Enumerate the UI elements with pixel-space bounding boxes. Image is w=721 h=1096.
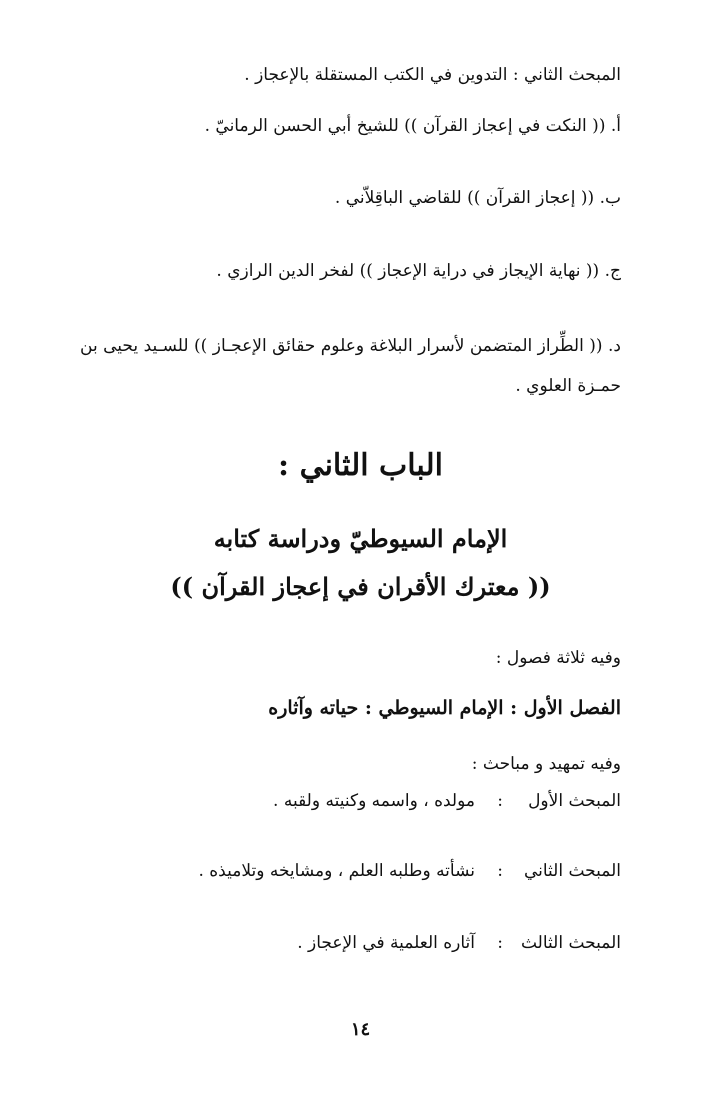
topic-label: المبحث الأول bbox=[528, 791, 621, 811]
topic-separator: : bbox=[497, 933, 503, 953]
item-label: ج. bbox=[604, 261, 621, 281]
list-item bbox=[80, 326, 621, 406]
item-text: (( الطِّراز المتضمن لأسرار البلاغة وعلوم حقائق الإعجـاز )) للسـيد يحيى بن حمـزة العلوي . bbox=[80, 336, 621, 396]
book-title: (( معترك الأقران في إعجاز القرآن )) bbox=[170, 572, 551, 601]
list-item bbox=[80, 259, 621, 283]
topic-separator: : bbox=[497, 791, 503, 811]
item-label: ب. bbox=[599, 188, 621, 208]
topic-label: المبحث الثالث bbox=[520, 933, 621, 953]
item-text: (( إعجاز القرآن )) للقاضي الباقِلاّني . bbox=[334, 188, 595, 208]
part-title: الباب الثاني : bbox=[278, 448, 443, 483]
chapter-intro: وفيه تمهيد و مباحث : bbox=[471, 754, 621, 774]
section-heading: المبحث الثاني : التدوين في الكتب المستقلة بالإعجاز . bbox=[244, 65, 621, 85]
item-label: د. bbox=[608, 336, 622, 356]
topic-row bbox=[80, 859, 621, 883]
topic-text: آثاره العلمية في الإعجاز . bbox=[297, 933, 475, 953]
topic-row bbox=[80, 931, 621, 955]
topic-label: المبحث الثاني bbox=[523, 861, 621, 881]
item-label: أ. bbox=[610, 116, 621, 136]
part-subtitle: الإمام السيوطيّ ودراسة كتابه bbox=[213, 524, 508, 553]
item-text: (( نهاية الإيجاز في دراية الإعجاز )) لفخر الدين الرازي . bbox=[216, 261, 600, 281]
topic-text: نشأته وطلبه العلم ، ومشايخه وتلاميذه . bbox=[198, 861, 475, 881]
chapter-title: الفصل الأول : الإمام السيوطي : حياته وآثاره bbox=[268, 697, 621, 719]
item-text: (( النكت في إعجاز القرآن )) للشيخ أبي الحسن الرمانيّ . bbox=[204, 116, 606, 136]
topic-separator: : bbox=[497, 861, 503, 881]
topic-row bbox=[80, 789, 621, 813]
list-item bbox=[80, 186, 621, 210]
list-item bbox=[80, 114, 621, 138]
page-number: ١٤ bbox=[350, 1019, 371, 1040]
part-intro: وفيه ثلاثة فصول : bbox=[495, 648, 621, 668]
topic-text: مولده ، واسمه وكنيته ولقبه . bbox=[273, 791, 475, 811]
